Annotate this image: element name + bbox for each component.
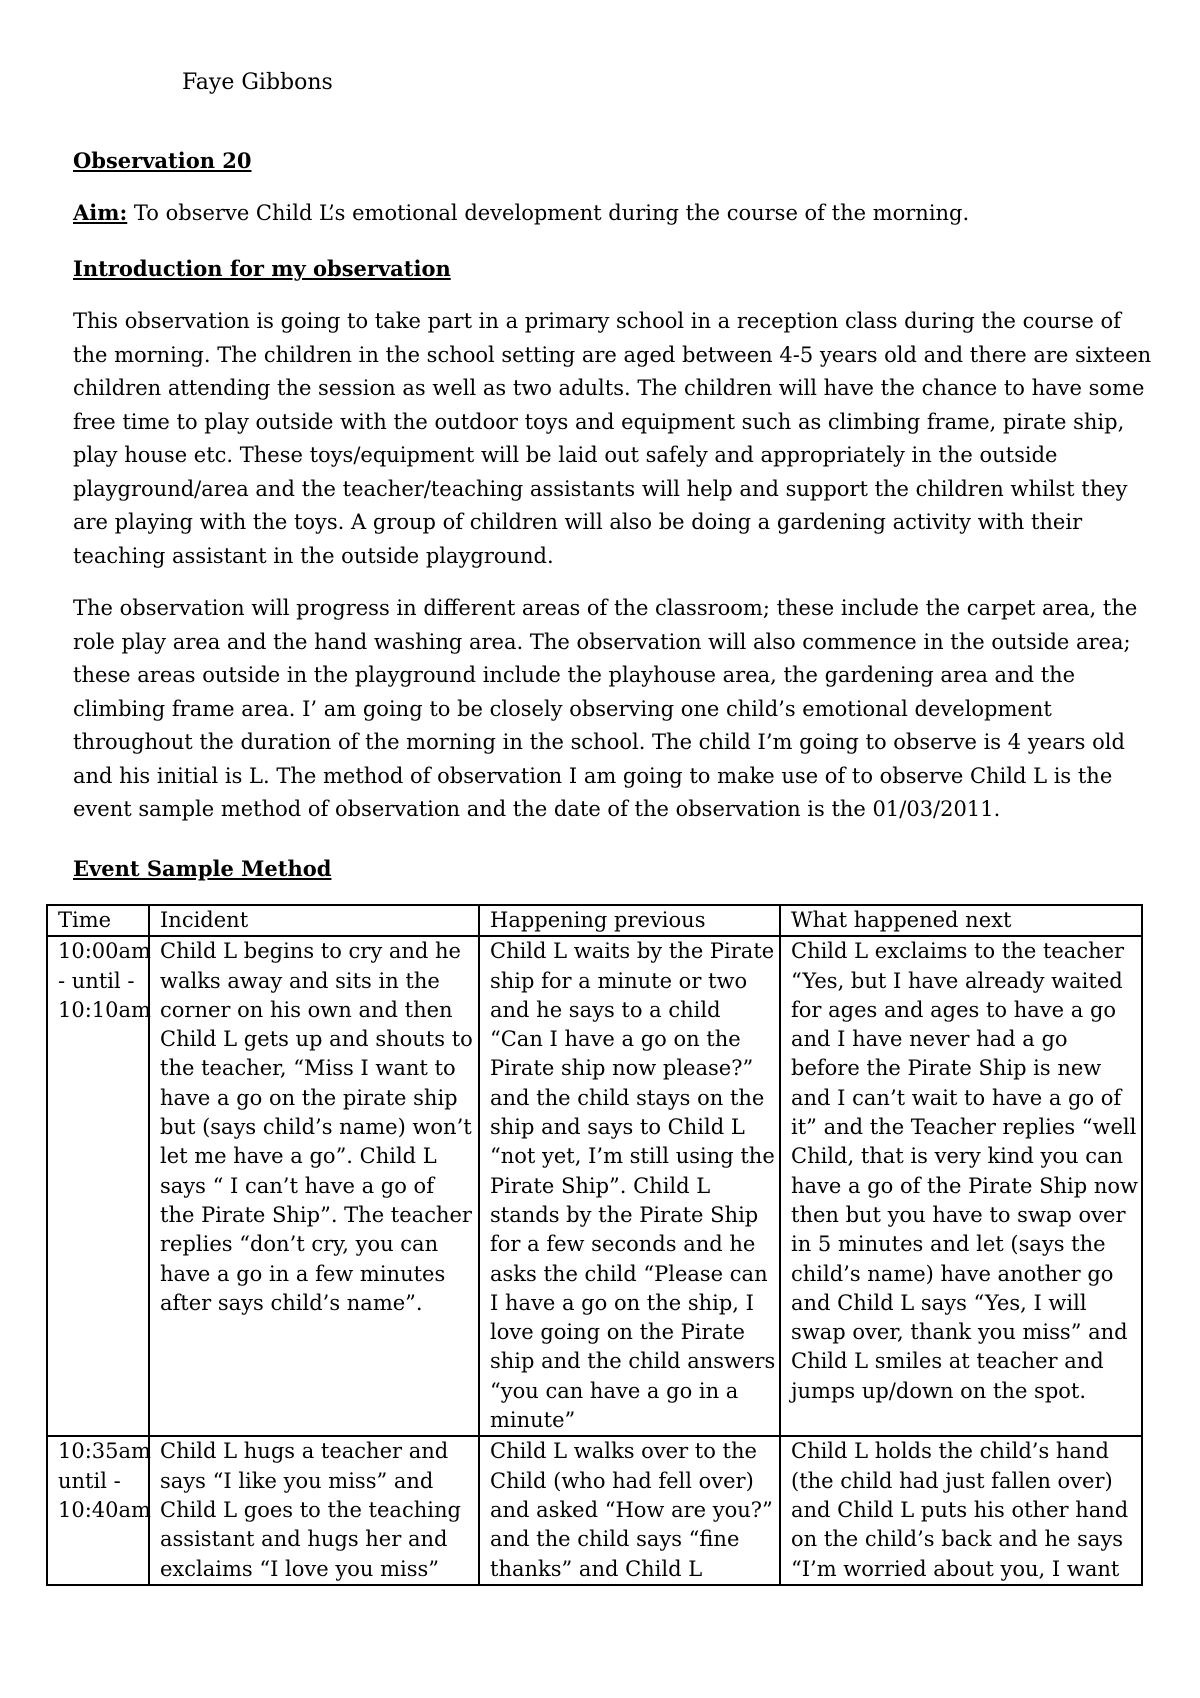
cell-previous: Child L walks over to the Child (who had fell over) and asked “How are you?” and the child says “fine thanks” and Child L: [479, 1436, 780, 1584]
header-previous: Happening previous: [479, 905, 780, 936]
table-row: [47, 1436, 1142, 1584]
aim-line: [73, 200, 969, 225]
document-title: Observation 20: [73, 148, 252, 173]
cell-time: 10:35am until - 10:40am: [47, 1436, 149, 1584]
intro-paragraph-1: This observation is going to take part in a primary school in a reception class during the course of the morning. The children in the school setting are aged between 4-5 years old and there are sixteen children attending the session as well as two adults. The children will have the chance to have some free time to play outside with the outdoor toys and equipment such as climbing frame, pirate ship, play house etc. These toys/equipment will be laid out safely and appropriately in the outside playground/area and the teacher/teaching assistants will help and support the children whilst they are playing with the toys. A group of children will also be doing a gardening activity with their teaching assistant in the outside playground.: [73, 309, 1152, 568]
header-incident: Incident: [149, 905, 479, 936]
aim-text: To observe Child L’s emotional development during the course of the morning.: [127, 201, 970, 225]
header-time: Time: [47, 905, 149, 936]
cell-time: 10:00am - until - 10:10am: [47, 936, 149, 1436]
aim-label: Aim:: [73, 200, 128, 225]
cell-incident: Child L begins to cry and he walks away and sits in the corner on his own and then Child L gets up and shouts to the teacher, “Miss I want to have a go on the pirate ship but (says child’s name) won’t let me have a go”. Child L says “ I can’t have a go of the Pirate Ship”. The teacher replies “don’t cry, you can have a go in a few minutes after says child’s name”.: [149, 936, 479, 1436]
table-header-row: [47, 905, 1142, 936]
cell-next: Child L exclaims to the teacher “Yes, but I have already waited for ages and ages to have a go and I have never had a go before the Pirate Ship is new and I can’t wait to have a go of it” and the Teacher replies “well Child, that is very kind you can have a go of the Pirate Ship now then but you have to swap over in 5 minutes and let (says the child’s name) have another go and Child L says “Yes, I will swap over, thank you miss” and Child L smiles at teacher and jumps up/down on the spot.: [780, 936, 1142, 1436]
intro-heading: Introduction for my observation: [73, 256, 451, 281]
cell-next: Child L holds the child’s hand (the child had just fallen over) and Child L puts his other hand on the child’s back and he says “I’m worried about you, I want: [780, 1436, 1142, 1584]
author-name: Faye Gibbons: [182, 70, 333, 95]
cell-incident: Child L hugs a teacher and says “I like you miss” and Child L goes to the teaching assistant and hugs her and exclaims “I love you miss”: [149, 1436, 479, 1584]
table-heading: Event Sample Method: [73, 856, 332, 881]
table-row: [47, 936, 1142, 1436]
event-sample-table: [46, 904, 1143, 1586]
cell-previous: Child L waits by the Pirate ship for a minute or two and he says to a child “Can I have a go on the Pirate ship now please?” and the child stays on the ship and says to Child L “not yet, I’m still using the Pirate Ship”. Child L stands by the Pirate Ship for a few seconds and he asks the child “Please can I have a go on the ship, I love going on the Pirate ship and the child answers “you can have a go in a minute”: [479, 936, 780, 1436]
header-next: What happened next: [780, 905, 1142, 936]
intro-paragraph-2: The observation will progress in different areas of the classroom; these include the carpet area, the role play area and the hand washing area. The observation will also commence in the outside area; these areas outside in the playground include the playhouse area, the gardening area and the climbing frame area. I’ am going to be closely observing one child’s emotional development throughout the duration of the morning in the school. The child I’m going to observe is 4 years old and his initial is L. The method of observation I am going to make use of to observe Child L is the event sample method of observation and the date of the observation is the 01/03/2011.: [73, 596, 1138, 821]
